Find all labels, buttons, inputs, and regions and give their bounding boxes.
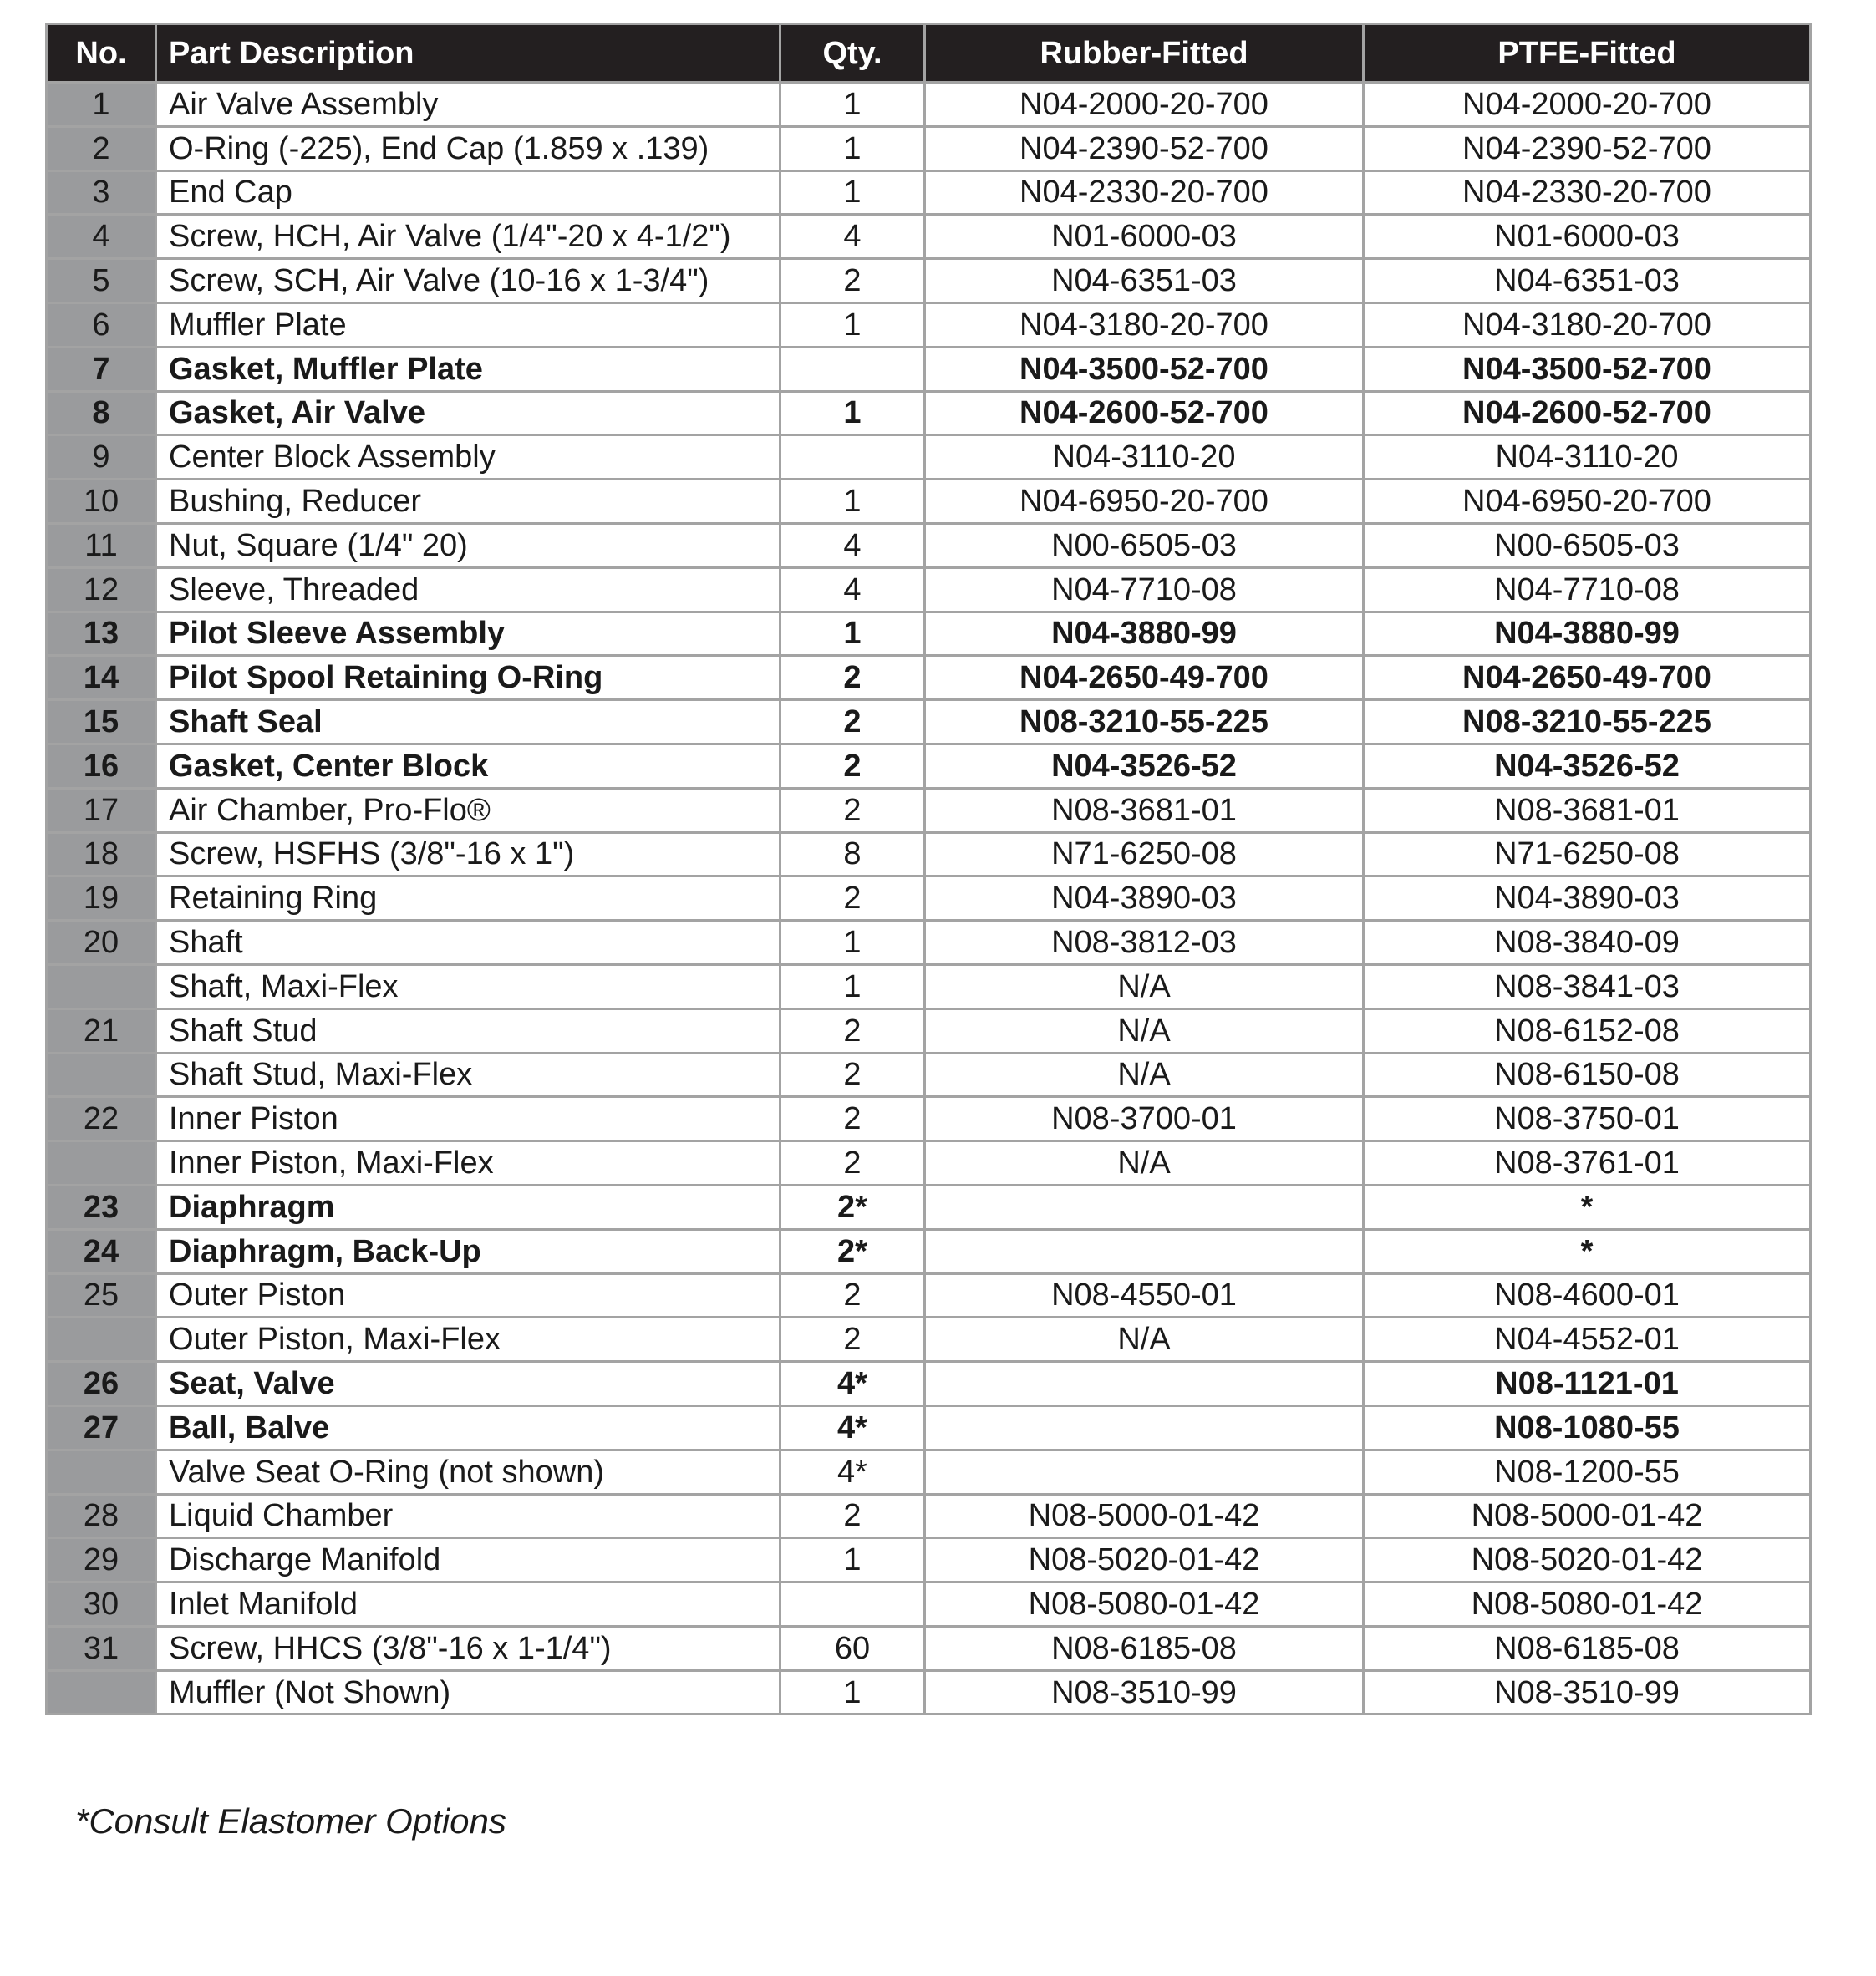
table-row xyxy=(47,876,1811,921)
cell-ptfe-fitted: * xyxy=(1364,1229,1811,1273)
cell-no: 31 xyxy=(47,1626,156,1670)
cell-ptfe-fitted: N04-3110-20 xyxy=(1364,435,1811,480)
cell-qty: 1 xyxy=(780,83,925,127)
table-row xyxy=(47,1273,1811,1318)
cell-rubber-fitted: N/A xyxy=(925,1008,1364,1053)
cell-no: 29 xyxy=(47,1538,156,1582)
cell-no: 6 xyxy=(47,302,156,347)
cell-qty: 4 xyxy=(780,215,925,259)
cell-qty: 2 xyxy=(780,259,925,303)
cell-rubber-fitted: N04-3890-03 xyxy=(925,876,1364,921)
cell-part-description: Valve Seat O-Ring (not shown) xyxy=(156,1450,780,1494)
table-row xyxy=(47,1362,1811,1406)
header-no: No. xyxy=(47,24,156,83)
cell-no: 13 xyxy=(47,612,156,656)
cell-ptfe-fitted: N08-5000-01-42 xyxy=(1364,1494,1811,1538)
cell-rubber-fitted: N00-6505-03 xyxy=(925,523,1364,567)
cell-part-description: Shaft Seal xyxy=(156,700,780,744)
cell-no: 2 xyxy=(47,126,156,170)
cell-no: 19 xyxy=(47,876,156,921)
cell-qty: 2 xyxy=(780,1273,925,1318)
table-row xyxy=(47,1626,1811,1670)
cell-part-description: Gasket, Center Block xyxy=(156,744,780,788)
cell-rubber-fitted: N04-3880-99 xyxy=(925,612,1364,656)
cell-qty: 2 xyxy=(780,1494,925,1538)
cell-rubber-fitted: N04-7710-08 xyxy=(925,567,1364,612)
cell-ptfe-fitted: * xyxy=(1364,1185,1811,1229)
cell-rubber-fitted: N/A xyxy=(925,1141,1364,1186)
table-row xyxy=(47,744,1811,788)
cell-qty: 2 xyxy=(780,700,925,744)
cell-part-description: Pilot Spool Retaining O-Ring xyxy=(156,656,780,700)
table-row xyxy=(47,83,1811,127)
cell-ptfe-fitted: N04-4552-01 xyxy=(1364,1318,1811,1362)
cell-part-description: Center Block Assembly xyxy=(156,435,780,480)
cell-ptfe-fitted: N08-3681-01 xyxy=(1364,788,1811,832)
cell-rubber-fitted: N04-2330-20-700 xyxy=(925,170,1364,215)
cell-part-description: Screw, HHCS (3/8"-16 x 1-1/4") xyxy=(156,1626,780,1670)
cell-ptfe-fitted: N04-2600-52-700 xyxy=(1364,391,1811,435)
cell-ptfe-fitted: N71-6250-08 xyxy=(1364,832,1811,876)
table-row xyxy=(47,170,1811,215)
cell-no: 10 xyxy=(47,480,156,524)
cell-part-description: Shaft Stud xyxy=(156,1008,780,1053)
cell-part-description: Screw, HCH, Air Valve (1/4"-20 x 4-1/2") xyxy=(156,215,780,259)
footnote: *Consult Elastomer Options xyxy=(75,1801,506,1841)
cell-no: 18 xyxy=(47,832,156,876)
cell-no: 14 xyxy=(47,656,156,700)
table-body xyxy=(47,83,1811,1714)
table-row xyxy=(47,1582,1811,1627)
cell-rubber-fitted: N04-6950-20-700 xyxy=(925,480,1364,524)
table-row xyxy=(47,1494,1811,1538)
cell-no: 20 xyxy=(47,921,156,965)
cell-qty: 1 xyxy=(780,964,925,1008)
cell-ptfe-fitted: N04-6351-03 xyxy=(1364,259,1811,303)
header-qty: Qty. xyxy=(780,24,925,83)
cell-qty xyxy=(780,347,925,391)
table-row xyxy=(47,302,1811,347)
cell-no: 3 xyxy=(47,170,156,215)
cell-ptfe-fitted: N08-4600-01 xyxy=(1364,1273,1811,1318)
cell-qty: 2 xyxy=(780,876,925,921)
cell-no: 15 xyxy=(47,700,156,744)
cell-rubber-fitted: N08-5000-01-42 xyxy=(925,1494,1364,1538)
cell-qty: 4 xyxy=(780,567,925,612)
cell-rubber-fitted xyxy=(925,1185,1364,1229)
cell-rubber-fitted: N/A xyxy=(925,1053,1364,1097)
cell-no: 30 xyxy=(47,1582,156,1627)
cell-rubber-fitted xyxy=(925,1450,1364,1494)
cell-rubber-fitted: N08-3210-55-225 xyxy=(925,700,1364,744)
header-ptfe-fitted: PTFE-Fitted xyxy=(1364,24,1811,83)
cell-no xyxy=(47,964,156,1008)
cell-part-description: Liquid Chamber xyxy=(156,1494,780,1538)
cell-ptfe-fitted: N04-3180-20-700 xyxy=(1364,302,1811,347)
table-row xyxy=(47,435,1811,480)
table-row xyxy=(47,1008,1811,1053)
cell-no xyxy=(47,1450,156,1494)
cell-part-description: Nut, Square (1/4" 20) xyxy=(156,523,780,567)
cell-ptfe-fitted: N04-6950-20-700 xyxy=(1364,480,1811,524)
cell-part-description: Shaft xyxy=(156,921,780,965)
cell-part-description: Gasket, Air Valve xyxy=(156,391,780,435)
cell-qty: 8 xyxy=(780,832,925,876)
cell-no: 26 xyxy=(47,1362,156,1406)
cell-qty: 2* xyxy=(780,1185,925,1229)
cell-qty: 2 xyxy=(780,744,925,788)
cell-qty: 1 xyxy=(780,921,925,965)
cell-no: 16 xyxy=(47,744,156,788)
cell-part-description: Shaft Stud, Maxi-Flex xyxy=(156,1053,780,1097)
table-row xyxy=(47,1318,1811,1362)
cell-part-description: Muffler (Not Shown) xyxy=(156,1670,780,1714)
cell-ptfe-fitted: N08-6150-08 xyxy=(1364,1053,1811,1097)
cell-ptfe-fitted: N08-6152-08 xyxy=(1364,1008,1811,1053)
cell-part-description: Discharge Manifold xyxy=(156,1538,780,1582)
cell-qty: 4* xyxy=(780,1405,925,1450)
cell-ptfe-fitted: N08-3210-55-225 xyxy=(1364,700,1811,744)
cell-part-description: Air Chamber, Pro-Flo® xyxy=(156,788,780,832)
table-row xyxy=(47,1670,1811,1714)
cell-part-description: Sleeve, Threaded xyxy=(156,567,780,612)
cell-no: 25 xyxy=(47,1273,156,1318)
cell-qty: 1 xyxy=(780,126,925,170)
table-row xyxy=(47,964,1811,1008)
cell-ptfe-fitted: N08-1121-01 xyxy=(1364,1362,1811,1406)
cell-rubber-fitted: N/A xyxy=(925,1318,1364,1362)
cell-part-description: Screw, SCH, Air Valve (10-16 x 1-3/4") xyxy=(156,259,780,303)
cell-ptfe-fitted: N04-3500-52-700 xyxy=(1364,347,1811,391)
cell-rubber-fitted: N08-3812-03 xyxy=(925,921,1364,965)
cell-rubber-fitted: N08-3510-99 xyxy=(925,1670,1364,1714)
cell-no xyxy=(47,1318,156,1362)
table-row xyxy=(47,832,1811,876)
table-row xyxy=(47,391,1811,435)
cell-ptfe-fitted: N08-3510-99 xyxy=(1364,1670,1811,1714)
cell-ptfe-fitted: N08-5080-01-42 xyxy=(1364,1582,1811,1627)
table-row xyxy=(47,480,1811,524)
cell-qty: 2* xyxy=(780,1229,925,1273)
cell-ptfe-fitted: N00-6505-03 xyxy=(1364,523,1811,567)
cell-part-description: End Cap xyxy=(156,170,780,215)
cell-qty xyxy=(780,435,925,480)
header-row xyxy=(47,24,1811,83)
cell-ptfe-fitted: N01-6000-03 xyxy=(1364,215,1811,259)
cell-part-description: Inner Piston xyxy=(156,1097,780,1141)
table-row xyxy=(47,1405,1811,1450)
cell-rubber-fitted xyxy=(925,1362,1364,1406)
cell-ptfe-fitted: N08-1200-55 xyxy=(1364,1450,1811,1494)
cell-part-description: Diaphragm, Back-Up xyxy=(156,1229,780,1273)
cell-no xyxy=(47,1141,156,1186)
table-header xyxy=(47,24,1811,83)
header-rubber-fitted: Rubber-Fitted xyxy=(925,24,1364,83)
cell-rubber-fitted: N04-2600-52-700 xyxy=(925,391,1364,435)
cell-rubber-fitted: N08-3700-01 xyxy=(925,1097,1364,1141)
cell-ptfe-fitted: N08-3761-01 xyxy=(1364,1141,1811,1186)
cell-no xyxy=(47,1053,156,1097)
cell-rubber-fitted: N08-5080-01-42 xyxy=(925,1582,1364,1627)
cell-part-description: O-Ring (-225), End Cap (1.859 x .139) xyxy=(156,126,780,170)
cell-part-description: Gasket, Muffler Plate xyxy=(156,347,780,391)
cell-no: 5 xyxy=(47,259,156,303)
cell-ptfe-fitted: N08-6185-08 xyxy=(1364,1626,1811,1670)
table-row xyxy=(47,347,1811,391)
table-row xyxy=(47,1097,1811,1141)
cell-ptfe-fitted: N08-3841-03 xyxy=(1364,964,1811,1008)
cell-part-description: Air Valve Assembly xyxy=(156,83,780,127)
cell-rubber-fitted: N08-6185-08 xyxy=(925,1626,1364,1670)
cell-rubber-fitted: N04-3500-52-700 xyxy=(925,347,1364,391)
cell-no: 28 xyxy=(47,1494,156,1538)
cell-qty: 2 xyxy=(780,1097,925,1141)
cell-rubber-fitted: N08-5020-01-42 xyxy=(925,1538,1364,1582)
cell-no: 8 xyxy=(47,391,156,435)
cell-part-description: Shaft, Maxi-Flex xyxy=(156,964,780,1008)
cell-no: 24 xyxy=(47,1229,156,1273)
cell-rubber-fitted: N04-2650-49-700 xyxy=(925,656,1364,700)
header-part-description: Part Description xyxy=(156,24,780,83)
cell-qty: 2 xyxy=(780,1141,925,1186)
cell-ptfe-fitted: N04-3526-52 xyxy=(1364,744,1811,788)
cell-qty: 2 xyxy=(780,788,925,832)
cell-part-description: Bushing, Reducer xyxy=(156,480,780,524)
cell-ptfe-fitted: N04-2650-49-700 xyxy=(1364,656,1811,700)
cell-rubber-fitted: N04-3180-20-700 xyxy=(925,302,1364,347)
cell-part-description: Muffler Plate xyxy=(156,302,780,347)
cell-rubber-fitted: N71-6250-08 xyxy=(925,832,1364,876)
cell-qty: 1 xyxy=(780,612,925,656)
cell-ptfe-fitted: N04-2000-20-700 xyxy=(1364,83,1811,127)
cell-no: 4 xyxy=(47,215,156,259)
cell-qty: 1 xyxy=(780,170,925,215)
table-row xyxy=(47,1053,1811,1097)
cell-part-description: Pilot Sleeve Assembly xyxy=(156,612,780,656)
cell-no: 17 xyxy=(47,788,156,832)
cell-qty: 1 xyxy=(780,1670,925,1714)
cell-ptfe-fitted: N08-1080-55 xyxy=(1364,1405,1811,1450)
cell-rubber-fitted: N04-2390-52-700 xyxy=(925,126,1364,170)
cell-qty: 2 xyxy=(780,656,925,700)
cell-part-description: Screw, HSFHS (3/8"-16 x 1") xyxy=(156,832,780,876)
cell-rubber-fitted: N01-6000-03 xyxy=(925,215,1364,259)
parts-table xyxy=(45,23,1812,1715)
cell-qty: 1 xyxy=(780,1538,925,1582)
cell-part-description: Seat, Valve xyxy=(156,1362,780,1406)
cell-no: 1 xyxy=(47,83,156,127)
cell-ptfe-fitted: N04-2330-20-700 xyxy=(1364,170,1811,215)
cell-qty: 2 xyxy=(780,1318,925,1362)
cell-ptfe-fitted: N04-7710-08 xyxy=(1364,567,1811,612)
cell-qty: 1 xyxy=(780,480,925,524)
cell-rubber-fitted xyxy=(925,1229,1364,1273)
cell-no: 12 xyxy=(47,567,156,612)
cell-qty: 1 xyxy=(780,302,925,347)
cell-qty: 4 xyxy=(780,523,925,567)
cell-ptfe-fitted: N08-5020-01-42 xyxy=(1364,1538,1811,1582)
table-row xyxy=(47,1538,1811,1582)
cell-no xyxy=(47,1670,156,1714)
table-row xyxy=(47,700,1811,744)
table-row xyxy=(47,1141,1811,1186)
cell-rubber-fitted: N04-2000-20-700 xyxy=(925,83,1364,127)
cell-part-description: Inner Piston, Maxi-Flex xyxy=(156,1141,780,1186)
cell-ptfe-fitted: N08-3750-01 xyxy=(1364,1097,1811,1141)
cell-rubber-fitted: N08-4550-01 xyxy=(925,1273,1364,1318)
cell-no: 23 xyxy=(47,1185,156,1229)
cell-ptfe-fitted: N04-3890-03 xyxy=(1364,876,1811,921)
cell-part-description: Outer Piston, Maxi-Flex xyxy=(156,1318,780,1362)
table-row xyxy=(47,567,1811,612)
cell-no: 7 xyxy=(47,347,156,391)
table-row xyxy=(47,1229,1811,1273)
cell-ptfe-fitted: N04-2390-52-700 xyxy=(1364,126,1811,170)
table-row xyxy=(47,921,1811,965)
cell-no: 9 xyxy=(47,435,156,480)
cell-rubber-fitted: N04-3526-52 xyxy=(925,744,1364,788)
cell-no: 11 xyxy=(47,523,156,567)
cell-part-description: Inlet Manifold xyxy=(156,1582,780,1627)
table-row xyxy=(47,126,1811,170)
cell-part-description: Outer Piston xyxy=(156,1273,780,1318)
cell-rubber-fitted xyxy=(925,1405,1364,1450)
cell-no: 21 xyxy=(47,1008,156,1053)
table-row xyxy=(47,612,1811,656)
cell-qty: 2 xyxy=(780,1008,925,1053)
table-row xyxy=(47,259,1811,303)
cell-qty xyxy=(780,1582,925,1627)
cell-no: 27 xyxy=(47,1405,156,1450)
cell-ptfe-fitted: N04-3880-99 xyxy=(1364,612,1811,656)
cell-part-description: Diaphragm xyxy=(156,1185,780,1229)
cell-ptfe-fitted: N08-3840-09 xyxy=(1364,921,1811,965)
table-row xyxy=(47,788,1811,832)
cell-rubber-fitted: N08-3681-01 xyxy=(925,788,1364,832)
table-row xyxy=(47,656,1811,700)
table-row xyxy=(47,1450,1811,1494)
cell-rubber-fitted: N04-3110-20 xyxy=(925,435,1364,480)
cell-part-description: Retaining Ring xyxy=(156,876,780,921)
cell-qty: 4* xyxy=(780,1362,925,1406)
cell-rubber-fitted: N04-6351-03 xyxy=(925,259,1364,303)
cell-qty: 2 xyxy=(780,1053,925,1097)
table-row xyxy=(47,215,1811,259)
cell-qty: 60 xyxy=(780,1626,925,1670)
cell-qty: 4* xyxy=(780,1450,925,1494)
table-row xyxy=(47,1185,1811,1229)
cell-qty: 1 xyxy=(780,391,925,435)
cell-rubber-fitted: N/A xyxy=(925,964,1364,1008)
table-row xyxy=(47,523,1811,567)
cell-no: 22 xyxy=(47,1097,156,1141)
cell-part-description: Ball, Balve xyxy=(156,1405,780,1450)
